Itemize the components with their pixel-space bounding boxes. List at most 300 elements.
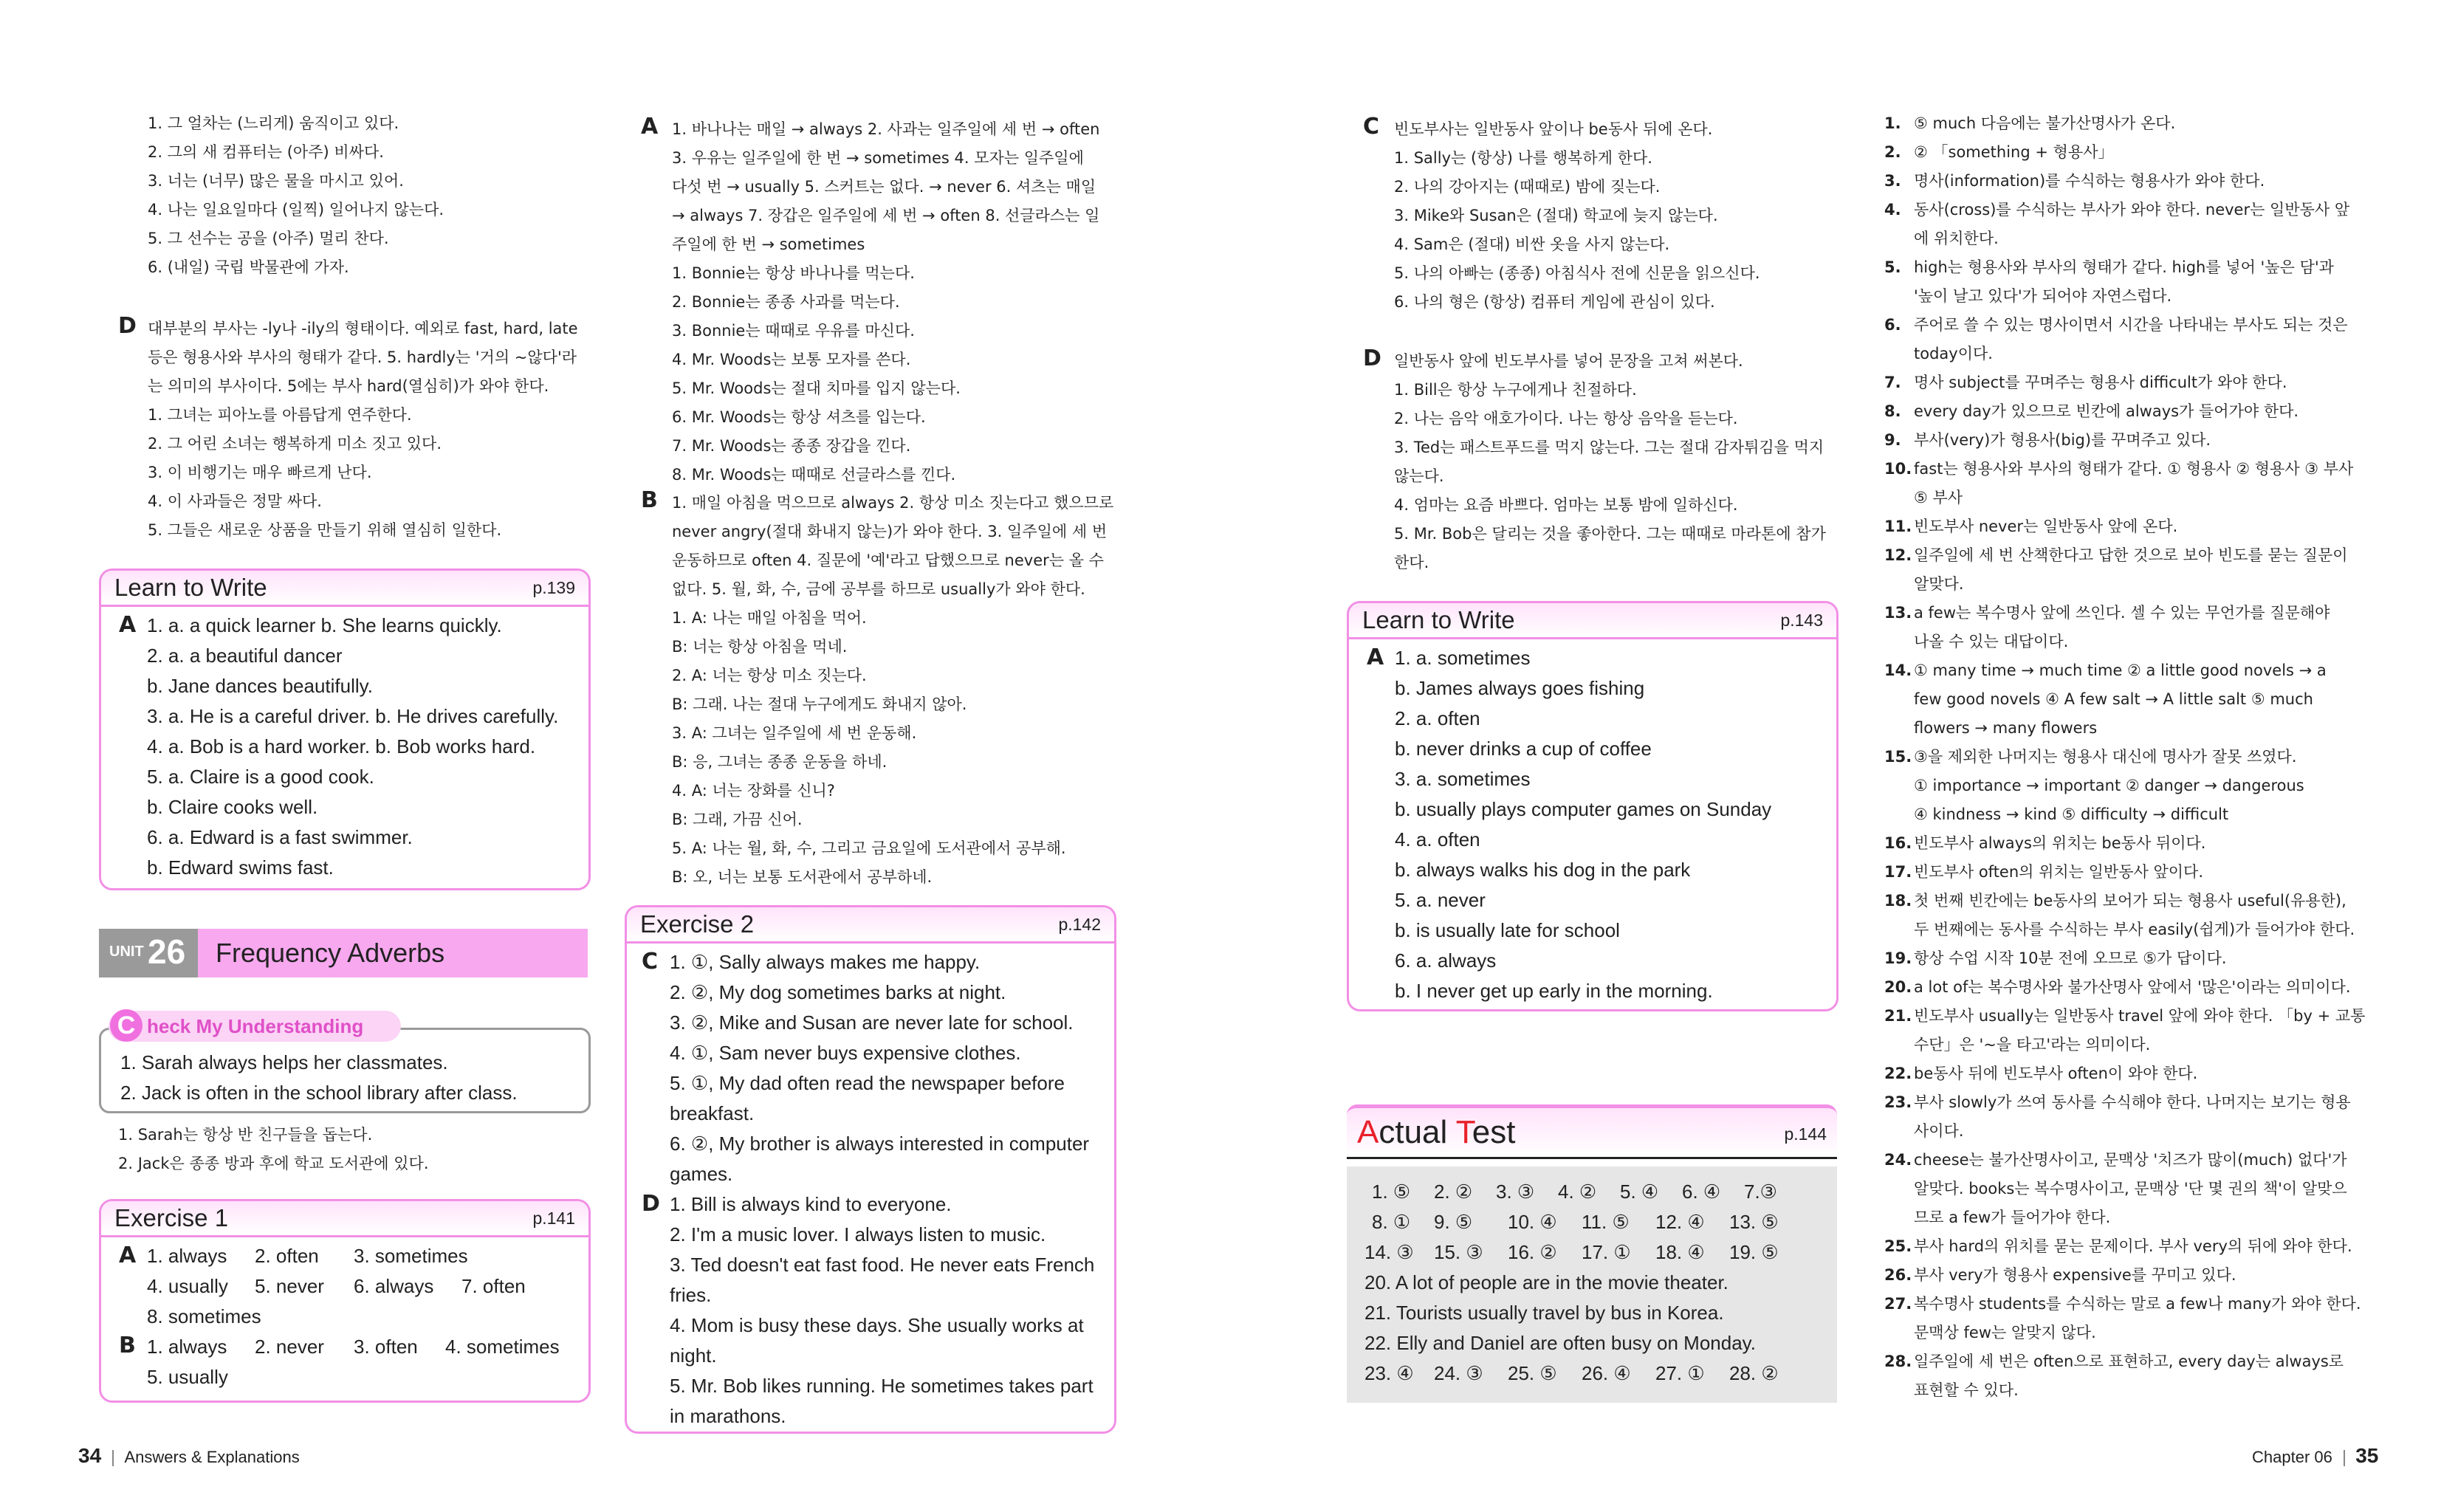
explanation-text: ③을 제외한 나머지는 형용사 대신에 명사가 잘못 쓰였다.: [1914, 748, 2297, 766]
answer-item: 27. ①: [1655, 1362, 1705, 1384]
explanation-text: 일주일에 세 번 산책한다고 답한 것으로 보아 빈도를 묻는 질문이: [1914, 546, 2348, 564]
answer-item: 5. usually: [147, 1366, 228, 1388]
explanation-text: every day가 있으므로 빈칸에 always가 들어가야 한다.: [1914, 402, 2299, 420]
section-d-letter: D: [118, 313, 137, 339]
explanation-text: 수단」은 '~을 타고'라는 의미이다.: [1914, 1036, 2151, 1054]
box-title: Exercise 1: [114, 1204, 229, 1231]
explanation-line: [1884, 1002, 2366, 1031]
explanation-text: 사이다.: [1914, 1122, 1964, 1140]
answer-item: 14. ③: [1364, 1241, 1414, 1263]
c-line: 4. 나는 일요일마다 (일찍) 일어나지 않는다.: [148, 201, 444, 219]
answer-line: 3. Ted doesn't eat fast food. He never eats French: [670, 1254, 1095, 1276]
answer-line: 5. a. never: [1395, 889, 1486, 911]
box-page-ref: p.141: [532, 1209, 575, 1228]
box-title: Learn to Write: [1362, 606, 1515, 633]
answer-line: 5. ①, My dad often read the newspaper before: [670, 1072, 1065, 1094]
explanation-text: 두 번째에는 동사를 수식하는 부사 easily(쉽게)가 들어가야 한다.: [1914, 921, 2355, 938]
question-number: 22.: [1884, 1065, 1912, 1082]
explanation-text: 항상 수업 시작 10분 전에 오므로 ⑤가 답이다.: [1914, 949, 2227, 967]
explanation-line: [1884, 224, 2357, 253]
a-line: 2. Bonnie는 종종 사과를 먹는다.: [672, 293, 900, 311]
explanation-text: ⑤ much 다음에는 불가산명사가 온다.: [1914, 114, 2176, 132]
answer-line: in marathons.: [670, 1405, 786, 1427]
answer-item: 5. never: [255, 1275, 324, 1297]
answer-item: 23. ④: [1364, 1362, 1414, 1384]
footer-label: Chapter 06: [2252, 1448, 2332, 1466]
b-line: 1. 매일 아침을 먹으므로 always 2. 항상 미소 짓는다고 했으므로: [672, 494, 1114, 512]
explanation-line: [1884, 887, 2357, 915]
page-number: 34: [78, 1444, 102, 1467]
explanation-text: ① many time → much time ② a little good novels → a: [1914, 662, 2327, 679]
explanation-line: [1884, 1059, 2357, 1088]
question-number: 13.: [1884, 604, 1912, 622]
check-answer-line: 2. Jack is often in the school library after class.: [120, 1082, 518, 1104]
question-number: 17.: [1884, 863, 1912, 881]
explanation-line: [1884, 772, 2357, 800]
answer-item: 28. ②: [1729, 1362, 1779, 1384]
answer-line: b. never drinks a cup of coffee: [1395, 738, 1652, 760]
answer-line: 4. ①, Sam never buys expensive clothes.: [670, 1042, 1021, 1064]
d-line: 한다.: [1394, 554, 1429, 571]
answer-line: 4. a. often: [1395, 828, 1480, 850]
d-line: 5. 그들은 새로운 상품을 만들기 위해 열심히 일한다.: [148, 521, 502, 539]
answer-line: 6. a. Edward is a fast swimmer.: [147, 826, 413, 848]
b-line: B: 그래. 나는 절대 누구에게도 화내지 않아.: [672, 695, 967, 713]
section-b-letter: B: [641, 487, 658, 513]
answer-sentences: [1364, 1268, 1756, 1358]
b-line: B: 응, 그녀는 종종 운동을 하네.: [672, 753, 888, 771]
answer-line: b. Edward swims fast.: [147, 856, 334, 879]
explanation-text: high는 형용사와 부사의 형태가 같다. high를 넣어 '높은 담'과: [1914, 258, 2334, 276]
check-understanding-box: [99, 1011, 591, 1113]
answer-line: 3. a. He is a careful driver. b. He drives carefully.: [147, 705, 559, 727]
mid-right-d-explanation: [1394, 347, 1837, 577]
footer-divider: [2344, 1450, 2345, 1466]
d-line: 3. Ted는 패스트푸드를 먹지 않는다. 그는 절대 감자튀김을 먹지: [1394, 439, 1824, 456]
explanation-text: 일주일에 세 번은 often으로 표현하고, every day는 always로: [1914, 1353, 2344, 1370]
ex1-b-row1: [147, 1332, 560, 1362]
explanation-line: [1884, 1146, 2357, 1175]
explanation-line: [1884, 1290, 2361, 1319]
question-number: 27.: [1884, 1295, 1912, 1313]
answer-line: 5. Mr. Bob likes running. He sometimes takes part: [670, 1375, 1094, 1397]
d-line: 1. 그녀는 피아노를 아름답게 연주한다.: [148, 406, 412, 424]
check-korean: [118, 1121, 429, 1178]
answer-item: 11. ⑤: [1582, 1211, 1630, 1233]
question-number: 24.: [1884, 1151, 1912, 1169]
ex1-a-row3: [147, 1302, 261, 1332]
section-a-letter: A: [641, 114, 659, 140]
answer-item: 7.③: [1744, 1181, 1777, 1203]
mid-a-explanation: [672, 115, 1115, 489]
check-understanding-header: [109, 1011, 401, 1042]
ex1-a-row2: [147, 1271, 526, 1302]
answer-line: b. Jane dances beautifully.: [147, 675, 373, 697]
explanation-line: [1884, 1117, 2357, 1146]
answer-item: 8. sometimes: [147, 1305, 261, 1327]
explanation-line: [1884, 484, 2357, 512]
answer-item: 6. always: [354, 1275, 434, 1297]
answer-line: 3. a. sometimes: [1395, 768, 1531, 790]
explanation-line: [1884, 541, 2357, 570]
answer-item: 7. often: [461, 1275, 526, 1297]
c-line: 2. 나의 강아지는 (때때로) 밤에 짖는다.: [1394, 178, 1661, 196]
question-number: 7.: [1884, 374, 1901, 391]
ex1-a-row1: [147, 1241, 468, 1271]
question-number: 16.: [1884, 834, 1912, 852]
explanation-text: a lot of는 복수명사와 불가산명사 앞에서 '많은'이라는 의미이다.: [1914, 978, 2351, 996]
c-line: 4. Sam은 (절대) 비싼 옷을 사지 않는다.: [1394, 236, 1670, 253]
answer-line: breakfast.: [670, 1102, 755, 1124]
question-number: 21.: [1884, 1007, 1912, 1025]
answer-sentence: 22. Elly and Daniel are often busy on Monday.: [1364, 1332, 1756, 1354]
explanation-text: ⑤ 부사: [1914, 489, 1963, 506]
d-line: 대부분의 부사는 -ly나 -ily의 형태이다. 예외로 fast, hard, late: [148, 320, 578, 337]
explanation-line: [1884, 340, 2357, 368]
page-number: 35: [2355, 1444, 2379, 1467]
explanation-line: [1884, 743, 2357, 772]
explanation-text: 빈도부사 always의 위치는 be동사 뒤이다.: [1914, 834, 2206, 852]
a-line: 3. Bonnie는 때때로 우유를 마신다.: [672, 322, 915, 340]
answer-item: 3. ③: [1496, 1181, 1535, 1203]
ex1-b-row2: [147, 1362, 228, 1392]
explanation-text: today이다.: [1914, 345, 1993, 362]
answer-item: 26. ④: [1582, 1362, 1631, 1384]
explanation-text: ① importance → important ② danger → dangerous: [1914, 777, 2304, 794]
explanation-text: 표현할 수 있다.: [1914, 1381, 2019, 1399]
question-number: 6.: [1884, 316, 1901, 334]
section-d-letter: D: [642, 1191, 660, 1217]
unit-banner: [99, 929, 588, 977]
explanation-text: 부사 very가 형용사 expensive를 꾸미고 있다.: [1914, 1266, 2236, 1284]
explanation-line: [1884, 656, 2357, 685]
d-line: 1. Bill은 항상 누구에게나 친절하다.: [1394, 381, 1637, 399]
a-line: 3. 우유는 일주일에 한 번 → sometimes 4. 모자는 일주일에: [672, 149, 1084, 167]
unit-number: 26: [148, 932, 186, 971]
answer-line: 1. ①, Sally always makes me happy.: [670, 951, 981, 973]
learn-to-write-box-139: [99, 568, 591, 890]
explanation-text: 에 위치한다.: [1914, 230, 1999, 247]
explanation-line: [1884, 829, 2357, 858]
answer-line: b. usually plays computer games on Sunday: [1395, 798, 1772, 820]
b-line: B: 오, 너는 보통 도서관에서 공부하네.: [672, 868, 933, 886]
question-number: 19.: [1884, 949, 1912, 967]
unit-label: UNIT: [109, 944, 144, 960]
explanation-text: 부사 slowly가 쓰여 동사를 수식해야 한다. 나머지는 보기는 형용: [1914, 1093, 2351, 1111]
d-line: 않는다.: [1394, 467, 1444, 485]
d-line: 2. 나는 음악 애호가이다. 나는 항상 음악을 듣는다.: [1394, 410, 1738, 427]
box-page-ref: p.142: [1058, 915, 1101, 934]
box-header: [627, 907, 1114, 944]
answer-line: 4. a. Bob is a hard worker. b. Bob works hard.: [147, 735, 536, 757]
explanation-line: [1884, 426, 2357, 455]
question-number: 14.: [1884, 662, 1912, 679]
explanation-text: 알맞다.: [1914, 575, 1964, 593]
answer-item: 15. ③: [1434, 1241, 1483, 1263]
explanation-text: 동사(cross)를 수식하는 부사가 와야 한다. never는 일반동사 앞: [1914, 201, 2350, 219]
answer-item: 2. often: [255, 1245, 319, 1267]
c-line: 1. 그 얼차는 (느리게) 움직이고 있다.: [148, 114, 399, 132]
box-page-ref: p.139: [532, 578, 575, 597]
explanation-line: [1884, 1232, 2357, 1261]
answer-item: 3. often: [354, 1336, 418, 1358]
c-explanation-list: [148, 109, 591, 282]
question-number: 8.: [1884, 402, 1901, 420]
unit-title: Frequency Adverbs: [216, 938, 445, 968]
check-c-badge: C: [110, 1009, 143, 1042]
answer-item: 4. usually: [147, 1275, 228, 1297]
a-line: 주일에 한 번 → sometimes: [672, 236, 865, 253]
explanation-line: [1884, 599, 2357, 628]
explanation-text: 빈도부사 usually는 일반동사 travel 앞에 와야 한다. 「by + 교통: [1914, 1007, 2366, 1025]
answer-item: 9. ⑤: [1434, 1211, 1473, 1233]
answer-item: 5. ④: [1620, 1181, 1659, 1203]
answer-line: 3. ②, Mike and Susan are never late for school.: [670, 1011, 1074, 1034]
explanation-text: 므로 a few가 들어가야 한다.: [1914, 1209, 2111, 1226]
b-line: 없다. 5. 월, 화, 수, 금에 공부를 하므로 usually가 와야 한다.: [672, 580, 1085, 598]
footer-divider: [112, 1450, 114, 1466]
question-number: 5.: [1884, 258, 1901, 276]
answer-item: 3. sometimes: [354, 1245, 468, 1267]
answer-line: 2. I'm a music lover. I always listen to music.: [670, 1223, 1046, 1245]
answer-item: 13. ⑤: [1729, 1211, 1779, 1233]
section-a-letter: A: [1367, 645, 1384, 670]
answer-list: [147, 611, 558, 883]
b-line: 운동하므로 often 4. 질문에 '예'라고 답했으므로 never는 올 수: [672, 551, 1104, 569]
b-line: 4. A: 너는 장화를 신니?: [672, 782, 835, 800]
question-number: 28.: [1884, 1353, 1912, 1370]
box-title: Learn to Write: [114, 574, 267, 601]
explanation-text: 알맞다. books는 복수명사이고, 문맥상 '단 몇 권의 책'이 알맞으: [1914, 1180, 2347, 1197]
answer-item: 1. always: [147, 1336, 227, 1358]
explanation-text: flowers → many flowers: [1914, 719, 2098, 737]
section-c-letter: C: [1363, 114, 1380, 140]
answer-line: 6. ②, My brother is always interested in computer: [670, 1133, 1090, 1155]
check-kr-line: 2. Jack은 종종 방과 후에 학교 도서관에 있다.: [118, 1155, 429, 1172]
b-line: 5. A: 나는 월, 화, 수, 그리고 금요일에 도서관에서 공부해.: [672, 839, 1066, 857]
answer-row-1: [1372, 1177, 1777, 1207]
answer-item: 12. ④: [1655, 1211, 1705, 1233]
explanation-line: [1884, 253, 2357, 282]
explanation-line: [1884, 570, 2357, 599]
ex2-d-list: [670, 1189, 1094, 1432]
box-header: [1349, 603, 1836, 639]
answer-line: 5. a. Claire is a good cook.: [147, 766, 374, 788]
answer-item: 17. ①: [1582, 1241, 1631, 1263]
explanation-line: [1884, 512, 2357, 541]
answer-line: 1. a. sometimes: [1395, 647, 1531, 669]
answer-item: 4. ②: [1558, 1181, 1597, 1203]
right-explanations: [1884, 109, 2366, 1405]
section-b-letter: B: [119, 1333, 136, 1358]
explanation-text: 문맥상 few는 알맞지 않다.: [1914, 1324, 2096, 1341]
section-c-letter: C: [642, 949, 659, 975]
explanation-line: [1884, 628, 2357, 656]
box-page-ref: p.143: [1780, 611, 1823, 630]
actual-test-title: [1357, 1114, 1515, 1151]
a-line: → always 7. 장갑은 일주일에 세 번 → often 8. 선글라스는 일: [672, 207, 1100, 224]
answer-item: 4. sometimes: [445, 1336, 560, 1358]
box-title: Exercise 2: [640, 910, 755, 938]
section-d-letter: D: [1363, 346, 1381, 371]
question-number: 18.: [1884, 892, 1912, 910]
answer-line: 6. a. always: [1395, 949, 1497, 972]
check-kr-line: 1. Sarah는 항상 반 친구들을 돕는다.: [118, 1126, 373, 1144]
question-number: 9.: [1884, 431, 1901, 449]
explanation-line: [1884, 196, 2357, 224]
answer-item: 8. ①: [1372, 1211, 1411, 1233]
answer-item: 24. ③: [1434, 1362, 1483, 1384]
title-letter-a: A: [1357, 1114, 1379, 1150]
c-line: 3. 너는 (너무) 많은 물을 마시고 있어.: [148, 172, 404, 190]
actual-test-header: [1347, 1104, 1837, 1159]
explanation-line: [1884, 714, 2357, 743]
explanation-text: 나올 수 있는 대답이다.: [1914, 633, 2069, 650]
exercise-2-box: [625, 905, 1116, 1434]
answer-line: night.: [670, 1344, 717, 1367]
mid-b-explanation: [672, 489, 1115, 892]
answer-item: 2. never: [255, 1336, 324, 1358]
footer-label: Answers & Explanations: [124, 1448, 300, 1466]
explanation-line: [1884, 1347, 2357, 1376]
c-line: 5. 나의 아빠는 (종종) 아침식사 전에 신문을 읽으신다.: [1394, 264, 1760, 282]
answer-line: 2. a. often: [1395, 707, 1480, 729]
answer-item: 1. always: [147, 1245, 227, 1267]
section-a-letter: A: [119, 612, 137, 638]
question-number: 2.: [1884, 143, 1901, 161]
explanation-text: 명사 subject를 꾸며주는 형용사 difficult가 와야 한다.: [1914, 374, 2287, 391]
explanation-text: 부사(very)가 형용사(big)를 꾸며주고 있다.: [1914, 431, 2211, 449]
question-number: 23.: [1884, 1093, 1912, 1111]
a-line: 다섯 번 → usually 5. 스커트는 없다. → never 6. 셔츠는 매일: [672, 178, 1096, 196]
check-title: heck My Understanding: [147, 1015, 364, 1037]
b-line: B: 너는 항상 아침을 먹네.: [672, 638, 848, 656]
question-number: 12.: [1884, 546, 1912, 564]
explanation-line: [1884, 1203, 2357, 1232]
question-number: 26.: [1884, 1266, 1912, 1284]
box-header: [101, 1201, 588, 1237]
explanation-line: [1884, 915, 2357, 944]
learn-to-write-box-143: [1347, 601, 1839, 1011]
question-number: 4.: [1884, 201, 1901, 219]
question-number: 3.: [1884, 172, 1901, 190]
answer-item: 16. ②: [1508, 1241, 1557, 1263]
answer-item: 1. ⑤: [1372, 1181, 1411, 1203]
answer-line: 1. Bill is always kind to everyone.: [670, 1193, 952, 1215]
d-line: 4. 이 사과들은 정말 싸다.: [148, 492, 322, 510]
answer-sentence: 21. Tourists usually travel by bus in Korea.: [1364, 1302, 1724, 1324]
answer-line: 2. ②, My dog sometimes barks at night.: [670, 981, 1006, 1003]
b-line: never angry(절대 화내지 않는)가 와야 한다. 3. 일주일에 세 번: [672, 523, 1108, 540]
explanation-line: [1884, 685, 2357, 714]
a-line: 5. Mr. Woods는 절대 치마를 입지 않는다.: [672, 379, 961, 397]
answer-item: 6. ④: [1682, 1181, 1721, 1203]
a-line: 1. Bonnie는 항상 바나나를 먹는다.: [672, 264, 915, 282]
question-number: 15.: [1884, 748, 1912, 766]
explanation-line: [1884, 109, 2357, 138]
left-column: [148, 109, 591, 282]
d-line: 5. Mr. Bob은 달리는 것을 좋아한다. 그는 때때로 마라톤에 참가: [1394, 525, 1826, 543]
c-line: 빈도부사는 일반동사 앞이나 be동사 뒤에 온다.: [1394, 120, 1713, 138]
answer-row-2: [1372, 1207, 1779, 1237]
d-line: 는 의미의 부사이다. 5에는 부사 hard(열심히)가 와야 한다.: [148, 377, 549, 395]
explanation-text: 부사 hard의 위치를 묻는 문제이다. 부사 very의 뒤에 와야 한다.: [1914, 1237, 2352, 1255]
actual-test-answers: [1347, 1166, 1837, 1403]
b-line: B: 그래, 가끔 신어.: [672, 811, 803, 828]
explanation-text: 복수명사 students를 수식하는 말로 a few나 many가 와야 한다.: [1914, 1295, 2361, 1313]
a-line: 4. Mr. Woods는 보통 모자를 쓴다.: [672, 351, 911, 368]
explanation-line: [1884, 167, 2357, 196]
answer-line: b. is usually late for school: [1395, 919, 1620, 941]
answer-sentence: 20. A lot of people are in the movie theater.: [1364, 1271, 1728, 1293]
a-line: 7. Mr. Woods는 종종 장갑을 낀다.: [672, 437, 911, 455]
explanation-line: [1884, 1175, 2357, 1203]
explanation-text: 빈도부사 never는 일반동사 앞에 온다.: [1914, 518, 2178, 535]
explanation-text: cheese는 불가산명사이고, 문맥상 '치즈가 많이(much) 없다'가: [1914, 1151, 2347, 1169]
explanation-line: [1884, 944, 2357, 973]
explanation-line: [1884, 138, 2357, 167]
explanation-line: [1884, 1031, 2357, 1059]
d-line: 일반동사 앞에 빈도부사를 넣어 문장을 고쳐 써본다.: [1394, 352, 1743, 370]
c-line: 3. Mike와 Susan은 (절대) 학교에 늦지 않는다.: [1394, 207, 1718, 224]
question-number: 20.: [1884, 978, 1912, 996]
page-footer-left: [78, 1444, 300, 1468]
title-part: est: [1472, 1114, 1516, 1150]
explanation-text: few good novels ④ A few salt → A little salt ⑤ much: [1914, 690, 2313, 708]
question-number: 25.: [1884, 1237, 1912, 1255]
explanation-text: 명사(information)를 수식하는 형용사가 와야 한다.: [1914, 172, 2265, 190]
answer-line: b. always walks his dog in the park: [1395, 859, 1691, 881]
a-line: 6. Mr. Woods는 항상 셔츠를 입는다.: [672, 408, 926, 426]
d-line: 등은 형용사와 부사의 형태가 같다. 5. hardly는 '거의 ~않다'라: [148, 348, 577, 366]
d-line: 4. 엄마는 요즘 바쁘다. 엄마는 보통 밤에 일하신다.: [1394, 496, 1738, 514]
check-answer-line: 1. Sarah always helps her classmates.: [120, 1051, 448, 1073]
d-line: 2. 그 어린 소녀는 행복하게 미소 짓고 있다.: [148, 435, 442, 453]
answer-row-4: [1364, 1358, 1779, 1389]
answer-line: b. I never get up early in the morning.: [1395, 980, 1713, 1002]
explanation-text: ④ kindness → kind ⑤ difficulty → difficult: [1914, 805, 2229, 823]
explanation-line: [1884, 858, 2357, 887]
answer-line: b. Claire cooks well.: [147, 796, 318, 818]
question-number: 10.: [1884, 460, 1912, 478]
explanation-text: ② 「something + 형용사」: [1914, 143, 2114, 161]
answer-line: games.: [670, 1163, 733, 1185]
b-line: 2. A: 너는 항상 미소 짓는다.: [672, 667, 867, 684]
c-line: 1. Sally는 (항상) 나를 행복하게 한다.: [1394, 149, 1652, 167]
section-a-letter: A: [119, 1243, 137, 1268]
explanation-line: [1884, 368, 2357, 397]
a-line: 8. Mr. Woods는 때때로 선글라스를 낀다.: [672, 466, 956, 484]
a-line: 1. 바나나는 매일 → always 2. 사과는 일주일에 세 번 → often: [672, 120, 1100, 138]
question-number: 1.: [1884, 114, 1901, 132]
answer-item: 10. ④: [1508, 1211, 1557, 1233]
c-line: 6. (내일) 국립 박물관에 가자.: [148, 258, 349, 276]
question-number: 11.: [1884, 518, 1912, 535]
box-header: [101, 571, 588, 607]
answer-item: 19. ⑤: [1729, 1241, 1779, 1263]
explanation-text: fast는 형용사와 부사의 형태가 같다. ① 형용사 ② 형용사 ③ 부사: [1914, 460, 2354, 478]
answer-item: 18. ④: [1655, 1241, 1705, 1263]
explanation-line: [1884, 311, 2357, 340]
explanation-line: [1884, 397, 2357, 426]
exercise-1-box: [99, 1199, 591, 1403]
check-answer-list: [120, 1048, 518, 1108]
explanation-line: [1884, 1376, 2357, 1405]
answer-line: 1. a. a quick learner b. She learns quickly.: [147, 614, 502, 636]
explanation-line: [1884, 1261, 2357, 1290]
answer-line: 2. a. a beautiful dancer: [147, 645, 343, 667]
page-footer-right: [2252, 1444, 2378, 1468]
